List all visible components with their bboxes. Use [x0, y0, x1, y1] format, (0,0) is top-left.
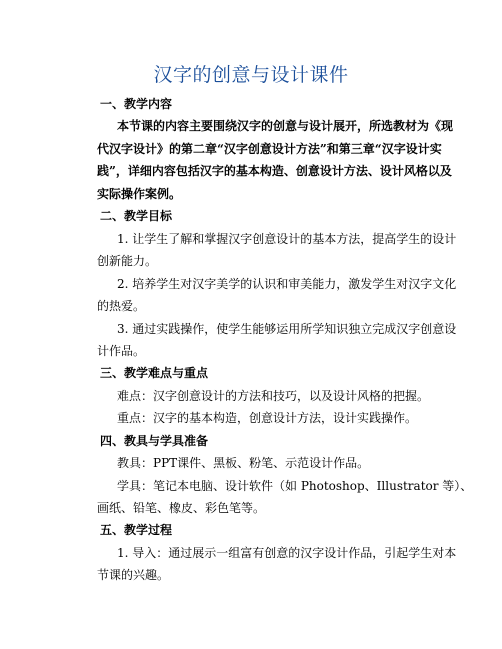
content-line-3: 践”，详细内容包括汉字的基本构造、创意设计方法、设计风格以及 — [97, 164, 452, 178]
process-step-1-line-1: 1. 导入：通过展示一组富有创意的汉字设计作品，引起学生对本 — [117, 546, 457, 560]
document-title: 汉字的创意与设计课件 — [153, 64, 349, 86]
section-heading-difficulties: 三、教学难点与重点 — [100, 366, 209, 380]
student-tools-line-2: 画纸、铅笔、橡皮、彩色笔等。 — [97, 501, 266, 515]
content-line-1: 本节课的内容主要围绕汉字的创意与设计展开，所选教材为《现 — [117, 119, 454, 133]
student-tools-line-1: 学具：笔记本电脑、设计软件（如 Photoshop、Illustrator 等）、 — [117, 479, 473, 493]
key-point-text: 重点：汉字的基本构造，创意设计方法，设计实践操作。 — [117, 411, 418, 425]
objective-2-line-1: 2. 培养学生对汉字美学的认识和审美能力，激发学生对汉字文化 — [117, 277, 457, 291]
process-step-1-line-2: 节课的兴趣。 — [97, 568, 170, 582]
section-heading-materials: 四、教具与学具准备 — [100, 434, 209, 448]
section-heading-content: 一、教学内容 — [100, 97, 173, 111]
objective-2-line-2: 的热爱。 — [97, 299, 146, 313]
objective-1-line-2: 创新能力。 — [97, 254, 158, 268]
section-heading-objectives: 二、教学目标 — [100, 209, 173, 223]
content-line-4: 实际操作案例。 — [97, 187, 182, 201]
content-line-2: 代汉字设计》的第二章“汉字创意设计方法”和第三章“汉字设计实 — [97, 142, 442, 156]
difficulty-text: 难点：汉字创意设计的方法和技巧，以及设计风格的把握。 — [117, 389, 430, 403]
objective-3-line-1: 3. 通过实践操作，使学生能够运用所学知识独立完成汉字创意设 — [117, 322, 457, 336]
teaching-aids-text: 教具：PPT课件、黑板、粉笔、示范设计作品。 — [117, 456, 370, 470]
section-heading-process: 五、教学过程 — [100, 523, 173, 537]
objective-3-line-2: 计作品。 — [97, 344, 146, 358]
objective-1-line-1: 1. 让学生了解和掌握汉字创意设计的基本方法，提高学生的设计 — [117, 232, 457, 246]
